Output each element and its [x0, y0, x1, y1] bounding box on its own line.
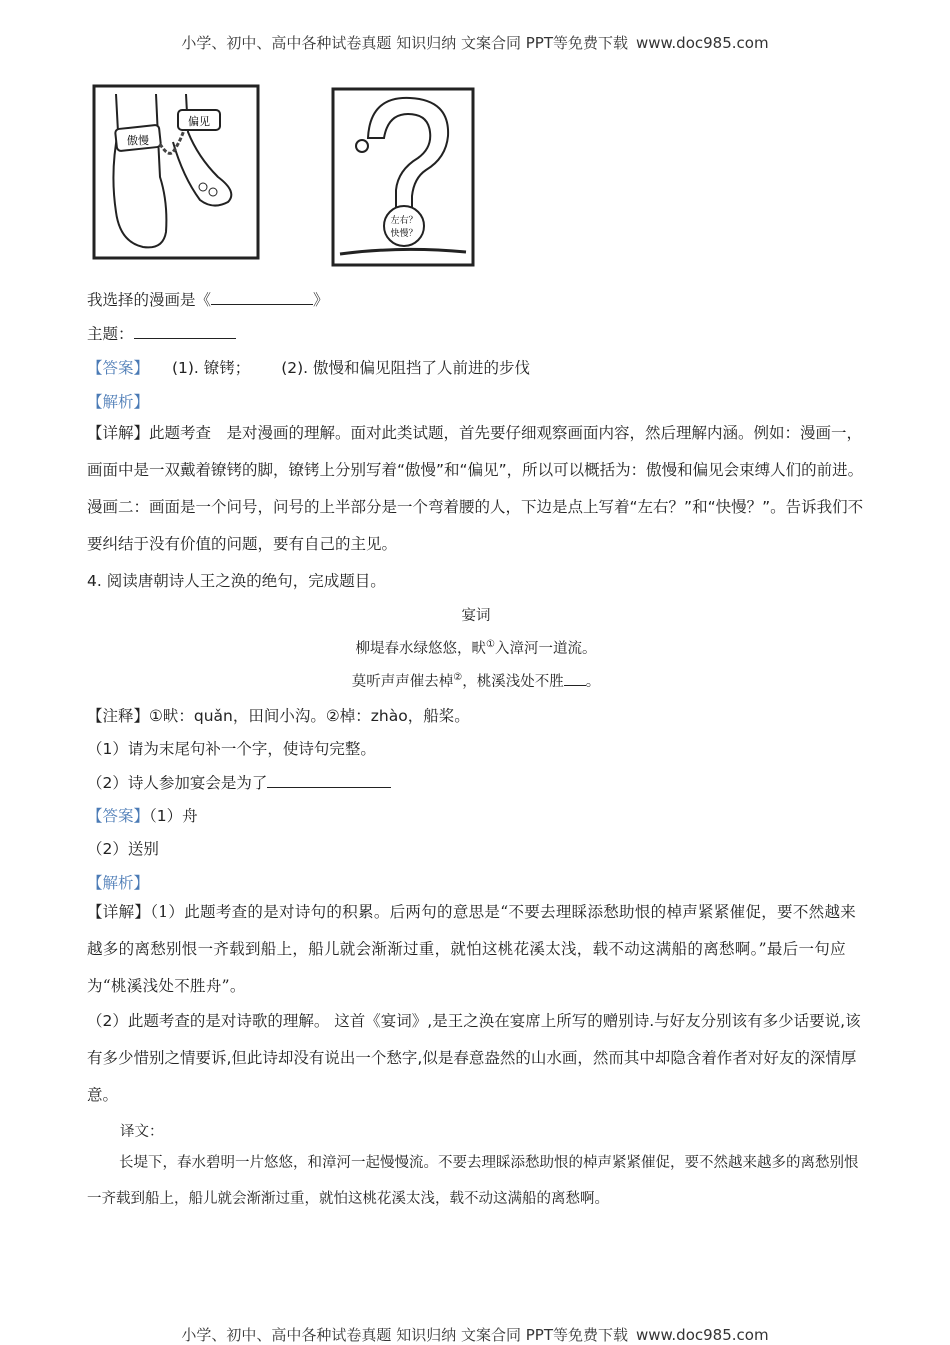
q4-answer-1: （1）舟 — [149, 807, 198, 825]
choose-cartoon-line — [87, 288, 329, 310]
poem-blank[interactable] — [564, 671, 586, 686]
answer-tag: 【答案】 — [87, 359, 150, 377]
q3-answer-2: (2). 傲慢和偏见阻挡了人前进的步伐 — [281, 359, 531, 377]
poem-line-1a: 柳堤春水绿悠悠，畎 — [355, 641, 487, 657]
translation-body: 长堤下，春水碧明一片悠悠，和漳河一起慢慢流。不要去理睬添愁助恨的棹声紧紧催促，要不然越来越多的离愁别恨一齐载到船上，船儿就会渐渐过重，就怕这桃花溪太浅，载不动这满船的离愁啊。 — [87, 1155, 859, 1207]
q4-answer-2: （2）送别 — [87, 840, 159, 858]
poem-line-2a: 莫听声声催去棹 — [351, 674, 454, 690]
cartoon-question-mark — [330, 86, 476, 268]
header-url[interactable]: www.doc985.com — [635, 34, 769, 52]
cartoon2-label-left-right: 左右？ — [390, 216, 418, 226]
q4-sub-2 — [87, 771, 391, 793]
q4-answer-tag: 【答案】 — [87, 807, 150, 825]
q3-answer-line — [87, 356, 530, 378]
cartoon-shackled-feet — [88, 82, 264, 264]
page-footer — [0, 1324, 950, 1345]
detail-tag: 【详解】 — [87, 424, 150, 442]
q3-analysis-tag: 【解析】 — [87, 393, 150, 411]
q4-sub-2-text: （2）诗人参加宴会是为了 — [87, 774, 268, 792]
choose-blank[interactable] — [211, 290, 313, 305]
q4-analysis-tag: 【解析】 — [87, 874, 150, 892]
q4-sub-1: （1）请为末尾句补一个字，使诗句完整。 — [87, 740, 376, 758]
translation-label: 译文： — [120, 1124, 164, 1140]
choose-prefix: 我选择的漫画是《 — [87, 291, 212, 309]
theme-line — [87, 322, 236, 344]
q4-answer-line-1 — [87, 804, 198, 826]
poem-line-2 — [87, 670, 865, 691]
header-text: 小学、初中、高中各种试卷真题 知识归纳 文案合同 PPT等免费下载 — [181, 34, 628, 52]
q4-detail-tag: 【详解】 — [87, 903, 151, 921]
q3-detail-body: 此题考查 是对漫画的理解。面对此类试题，首先要仔细观察画面内容，然后理解内涵。例如：漫画一，画面中是一双戴着镣铐的脚，镣铐上分别写着“傲慢”和“偏见”，所以可以概括为：傲慢和偏见会束缚人们的前进。漫画二：画面是一个问号，问号的上半部分是一个弯着腰的人，下边是点上写着“左右？”和“快慢？”。告诉我们不要纠结于没有价值的问题，要有自己的主见。 — [87, 424, 864, 553]
q3-detail — [87, 415, 865, 563]
choose-suffix: 》 — [313, 291, 329, 309]
poem-line-1 — [87, 637, 865, 658]
poem-line-2-end: 。 — [585, 674, 601, 690]
cartoon2-label-fast-slow: 快慢？ — [390, 229, 418, 239]
footer-url[interactable]: www.doc985.com — [635, 1326, 769, 1344]
theme-label: 主题： — [87, 325, 134, 343]
cartoon1-label-prejudice: 偏见 — [188, 115, 210, 128]
q4-note: 【注释】①畎：quǎn，田间小沟。②棹：zhào，船桨。 — [87, 707, 470, 725]
q4-detail-1-body: （1）此题考查的是对诗句的积累。后两句的意思是“不要去理睬添愁助恨的棹声紧紧催促，要不然越来越多的离愁别恨一齐载到船上，船儿就会渐渐过重，就怕这桃花溪太浅，载不动这满船的离愁啊。”最后一句应为“桃溪浅处不胜舟”。 — [87, 903, 857, 995]
poem-note-ref-2: ② — [453, 672, 463, 684]
q4-detail-1 — [87, 894, 865, 1005]
poem-title: 宴词 — [461, 608, 491, 624]
page-header — [0, 32, 950, 53]
cartoon1-label-arrogance: 傲慢 — [127, 134, 149, 147]
footer-text: 小学、初中、高中各种试卷真题 知识归纳 文案合同 PPT等免费下载 — [181, 1326, 628, 1344]
q4-detail-2: （2）此题考查的是对诗歌的理解。 这首《宴词》,是王之涣在宴席上所写的赠别诗.与好友分别该有多少话要说,该有多少惜别之情要诉,但此诗却没有说出一个愁字,似是春意盎然的山水画，然而其中却隐含着作者对好友的深情厚意。 — [87, 1012, 861, 1104]
q4-sub-2-blank[interactable] — [267, 773, 391, 788]
q4-stem: 4. 阅读唐朝诗人王之涣的绝句，完成题目。 — [87, 572, 386, 590]
poem-note-ref-1: ① — [486, 639, 495, 651]
poem-line-1b: 入漳河一道流。 — [494, 641, 597, 657]
poem-line-2b: ，桃溪浅处不胜 — [462, 674, 564, 690]
theme-blank[interactable] — [134, 324, 236, 339]
q3-answer-1: (1). 镣铐； — [171, 359, 251, 377]
